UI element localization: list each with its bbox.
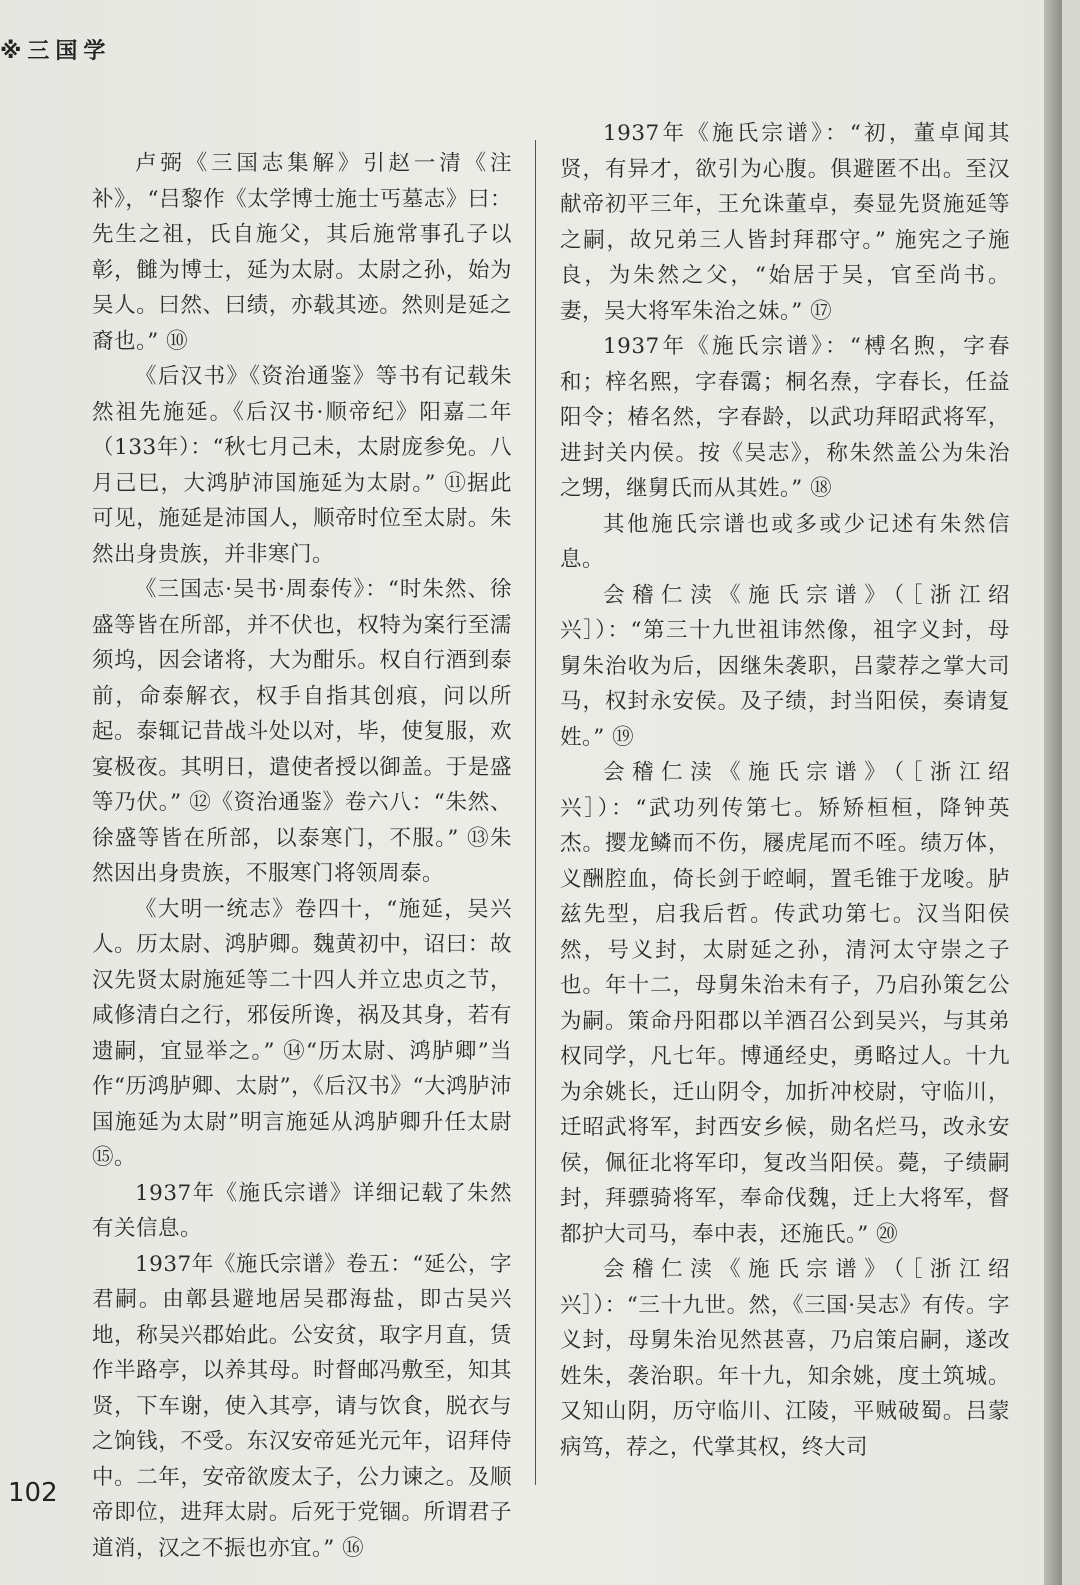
column-divider [535, 140, 536, 1485]
paragraph: 1937年《施氏宗谱》：“榑名煦，字春和；梓名熙，字春霭；桐名焘，字春长，任益阳令；椿名然，字春龄，以武功拜昭武将军，进封关内侯。按《吴志》，称朱然盖公为朱治之甥，继舅氏而从其姓。” ⑱ [560, 334, 1010, 501]
paragraph: 其他施氏宗谱也或多或少记述有朱然信息。 [560, 511, 1010, 572]
right-column [560, 116, 1010, 1465]
paragraph: 会稽仁渎《施氏宗谱》（［浙江绍兴］）：“三十九世。然，《三国·吴志》有传。字义封，母舅朱治见然甚喜，乃启策启嗣，遂改姓朱，袭治职。年十九，知余姚，度土筑城。又知山阴，历守临川、江陵，平贼破蜀。吕蒙病笃，荐之，代掌其权，终大司 [560, 1257, 1010, 1460]
page-number: 102 [8, 1478, 58, 1508]
paragraph: 《大明一统志》卷四十，“施延，吴兴人。历太尉、鸿胪卿。魏黄初中，诏曰：故汉先贤太尉施延等二十四人并立忠贞之节，咸修清白之行，邪佞所谗，祸及其身，若有遗嗣，宜显举之。” ⑭“历太尉、鸿胪卿”当作“历鸿胪卿、太尉”，《后汉书》“大鸿胪沛国施延为太尉”明言施延从鸿胪卿升任太尉⑮。 [92, 896, 512, 1170]
running-header: ※三国学 [0, 39, 112, 64]
paragraph: 会稽仁渎《施氏宗谱》（［浙江绍兴］）：“第三十九世祖讳然像，祖字义封，母舅朱治收为后，因继朱袭职，吕蒙荐之掌大司马，权封永安侯。及子绩，封当阳侯，奏请复姓。” ⑲ [560, 582, 1010, 750]
left-column [92, 146, 512, 1566]
paragraph: 会稽仁渎《施氏宗谱》（［浙江绍兴］）：“武功列传第七。矫矫桓桓，降钟英杰。撄龙鳞而不伤，屦虎尾而不咥。绩万体，义酬腔血，倚长剑于崆峒，置毛锥于龙唆。胪兹先型，启我后哲。传武功第七。汉当阳侯然，号义封，太尉延之孙，清河太守崇之子也。年十二，母舅朱治未有子，乃启孙策乞公为嗣。策命丹阳郡以羊酒召公到吴兴，与其弟权同学，凡七年。博通经史，勇略过人。十九为余姚长，迁山阴令，加折冲校尉，守临川，迁昭武将军，封西安乡候，勋名烂马，改永安侯，佩征北将军印，复改当阳侯。薨，子绩嗣封，拜骠骑将军，奉命伐魏，迁上大将军，督都护大司马，奉中表，还施氏。” ⑳ [560, 760, 1010, 1247]
paragraph: 1937年《施氏宗谱》卷五：“延公，字君嗣。由鄣县避地居吴郡海盐，即古吴兴地，称吴兴郡始此。公安贫，取字月直，赁作半路亭，以养其母。时督邮冯敷至，知其贤，下车谢，使入其亭，请与饮食，脱衣与之饷钱，不受。东汉安帝延光元年，诏拜侍中。二年，安帝欲废太子，公力谏之。及顺帝即位，进拜太尉。后死于党锢。所谓君子道消，汉之不振也亦宜。” ⑯ [92, 1251, 512, 1561]
paragraph: 《三国志·吴书·周泰传》：“时朱然、徐盛等皆在所部，并不伏也，权特为案行至濡须坞，因会诸将，大为酣乐。权自行酒到泰前，命泰解衣，权手自指其创痕，问以所起。泰辄记昔战斗处以对，毕，使复服，欢宴极夜。其明日，遣使者授以御盖。于是盛等乃伏。” ⑫《资治通鉴》卷六八：“朱然、徐盛等皆在所部，以泰寒门，不服。” ⑬朱然因出身贵族，不服寒门将领周泰。 [92, 577, 512, 886]
paragraph: 1937年《施氏宗谱》详细记载了朱然有关信息。 [92, 1180, 512, 1241]
paragraph: 《后汉书》《资治通鉴》等书有记载朱然祖先施延。《后汉书·顺帝纪》阳嘉二年（133年）：“秋七月己未，太尉庞参免。八月己巳，大鸿胪沛国施延为太尉。” ⑪据此可见，施延是沛国人，顺帝时位至太尉。朱然出身贵族，并非寒门。 [92, 364, 512, 567]
paragraph: 卢弼《三国志集解》引赵一清《注补》，“吕黎作《太学博士施士丐墓志》曰：先生之祖，氏自施父，其后施常事孔子以彰，雠为博士，延为太尉。太尉之孙，始为吴人。曰然、曰绩，亦载其迹。然则是延之裔也。” ⑩ [92, 151, 512, 354]
paragraph: 1937年《施氏宗谱》：“初，董卓闻其贤，有异才，欲引为心腹。俱避匿不出。至汉献帝初平三年，王允诛董卓，奏显先贤施延等之嗣，故兄弟三人皆封拜郡守。” 施宪之子施良，为朱然之父，“始居于吴，官至尚书。妻，吴大将军朱治之妹。” ⑰ [560, 121, 1010, 324]
page-edge [1044, 0, 1062, 1585]
